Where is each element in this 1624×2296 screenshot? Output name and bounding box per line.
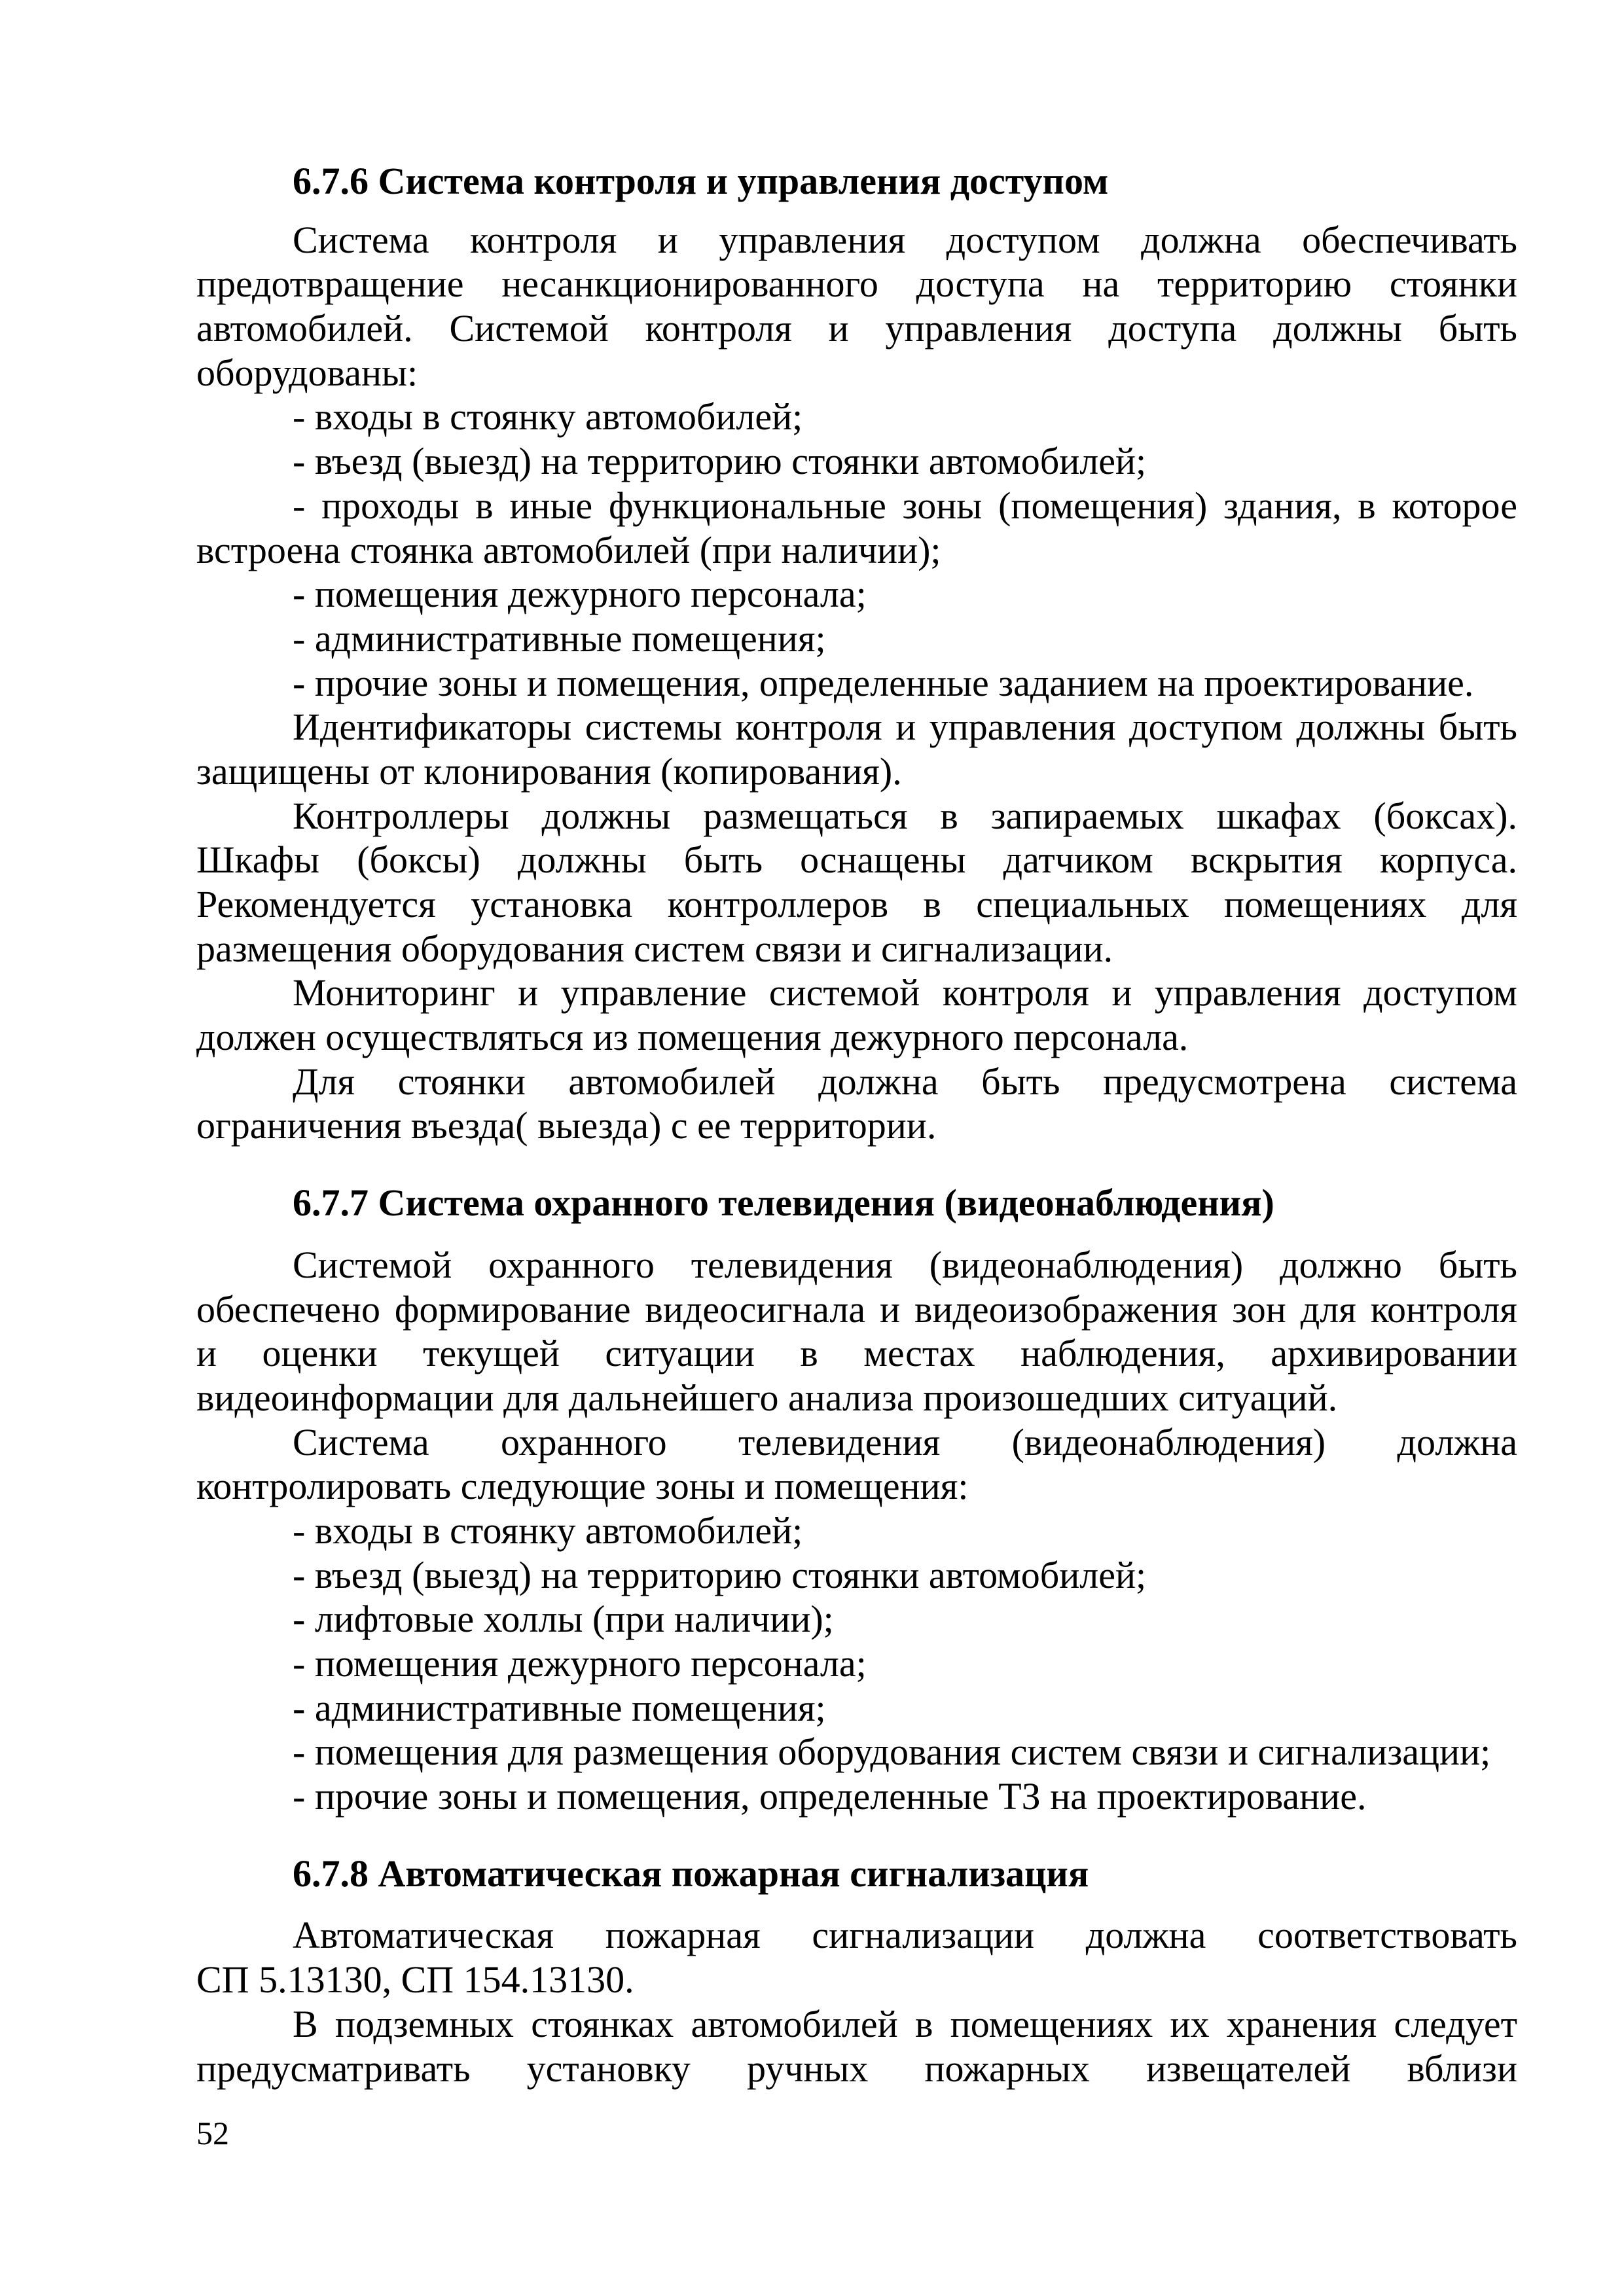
paragraph [196, 1060, 1517, 1148]
list-item [196, 439, 1517, 484]
text-line: - входы в стоянку автомобилей; [293, 1509, 803, 1552]
text-line: встроена стоянка автомобилей (при наличии); [196, 528, 941, 571]
section [196, 159, 1517, 1148]
list-item [196, 1686, 1517, 1731]
text-line: Системой охранного телевидения (видеонаблюдения) должно быть [293, 1243, 1517, 1286]
text-line: оборудованы: [196, 351, 418, 394]
text-line: - помещения дежурного персонала; [293, 1642, 867, 1685]
list-item [196, 617, 1517, 661]
text-line: ограничения въезда( выезда) с ее территории. [196, 1104, 937, 1147]
text-line: Автоматическая пожарная сигнализации должна соответствовать [293, 1914, 1517, 1957]
paragraph [196, 218, 1517, 395]
list-item [196, 395, 1517, 439]
paragraph [196, 794, 1517, 971]
paragraph [196, 2002, 1517, 2090]
text-line: - въезд (выезд) на территорию стоянки автомобилей; [293, 1553, 1147, 1596]
paragraph [196, 705, 1517, 793]
text-line: - прочие зоны и помещения, определенные заданием на проектирование. [293, 661, 1474, 704]
section [196, 1852, 1517, 2090]
text-line: Идентификаторы системы контроля и управления доступом должны быть [293, 706, 1517, 749]
text-line: автомобилей. Системой контроля и управления доступа должны быть [196, 307, 1517, 350]
text-line: видеоинформации для дальнейшего анализа произошедших ситуаций. [196, 1376, 1338, 1419]
list-item [196, 1553, 1517, 1598]
section-heading: 6.7.6 Система контроля и управления доступом [293, 160, 1109, 202]
section-heading: 6.7.7 Система охранного телевидения (видеонаблюдения) [293, 1181, 1274, 1225]
text-line: Шкафы (боксы) должны быть оснащены датчиком вскрытия корпуса. [196, 838, 1517, 882]
list-item [196, 661, 1517, 706]
text-line: Мониторинг и управление системой контроля и управления доступом [293, 971, 1517, 1014]
text-line: размещения оборудования систем связи и сигнализации. [196, 927, 1113, 970]
text-line: - административные помещения; [293, 617, 826, 660]
text-line: - входы в стоянку автомобилей; [293, 395, 803, 439]
text-line: обеспечено формирование видеосигнала и видеоизображения зон для контроля [196, 1287, 1517, 1331]
list-item [196, 484, 1517, 572]
list-item [196, 1730, 1517, 1774]
text-line: - въезд (выезд) на территорию стоянки автомобилей; [293, 440, 1147, 483]
list-item [196, 1597, 1517, 1641]
text-line: - помещения для размещения оборудования систем связи и сигнализации; [293, 1731, 1491, 1774]
text-line: и оценки текущей ситуации в местах наблюдения, архивировании [196, 1332, 1517, 1375]
text-line: Для стоянки автомобилей должна быть предусмотрена система [293, 1060, 1517, 1103]
list-item [196, 1774, 1517, 1819]
text-line: Контроллеры должны размещаться в запираемых шкафах (боксах). [293, 794, 1517, 837]
text-line: В подземных стоянках автомобилей в помещениях их хранения следует [293, 2002, 1517, 2045]
text-line: - помещения дежурного персонала; [293, 573, 867, 616]
text-line: Рекомендуется установка контроллеров в специальных помещениях для [196, 883, 1517, 925]
text-line: СП 5.13130, СП 154.13130. [196, 1958, 634, 2001]
text-line: защищены от клонирования (копирования). [196, 749, 902, 793]
text-line: - административные помещения; [293, 1686, 826, 1729]
text-line: контролировать следующие зоны и помещения: [196, 1465, 969, 1508]
paragraph [196, 1913, 1517, 2001]
text-line: - лифтовые холлы (при наличии); [293, 1598, 834, 1641]
paragraph [196, 971, 1517, 1059]
text-line: Система охранного телевидения (видеонаблюдения) должна [293, 1420, 1517, 1463]
text-line: должен осуществляться из помещения дежурного персонала. [196, 1016, 1189, 1059]
paragraph [196, 1243, 1517, 1420]
list-item [196, 1641, 1517, 1686]
section-heading: 6.7.8 Автоматическая пожарная сигнализация [293, 1852, 1089, 1895]
text-line: - проходы в иные функциональные зоны (помещения) здания, в которое [293, 484, 1517, 527]
list-item [196, 572, 1517, 617]
text-line: предусматривать установку ручных пожарных извещателей вблизи [196, 2047, 1517, 2090]
page-number: 52 [196, 2115, 229, 2151]
list-item [196, 1509, 1517, 1553]
text-line: - прочие зоны и помещения, определенные ТЗ на проектирование. [293, 1775, 1367, 1818]
text-line: Система контроля и управления доступом должна обеспечивать [293, 218, 1517, 261]
section [196, 1181, 1517, 1819]
document-page [196, 159, 1517, 2090]
paragraph [196, 1420, 1517, 1509]
text-line: предотвращение несанкционированного доступа на территорию стоянки [196, 262, 1517, 306]
